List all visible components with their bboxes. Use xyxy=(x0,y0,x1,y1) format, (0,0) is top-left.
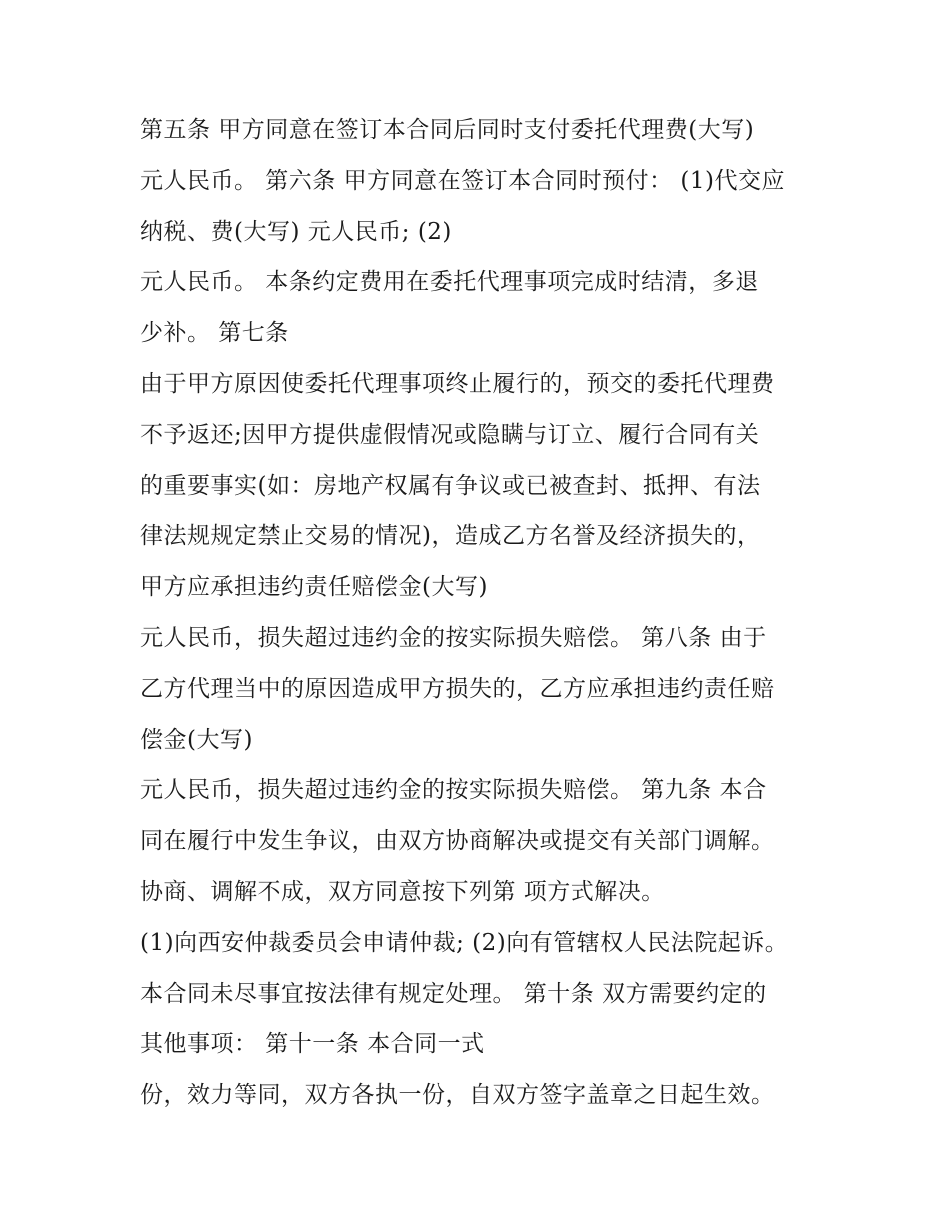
text-line: 其他事项： 第十一条 本合同一式 xyxy=(140,1031,485,1058)
text-line: 元人民币，损失超过违约金的按实际损失赔偿。 第八条 由于 xyxy=(140,624,767,651)
text-line: 元人民币，损失超过违约金的按实际损失赔偿。 第九条 本合 xyxy=(140,777,767,804)
text-line: 纳税、费(大写) 元人民币; (2) xyxy=(140,218,452,245)
text-line: 第五条 甲方同意在签订本合同后同时支付委托代理费(大写) xyxy=(140,117,755,143)
text-line: 元人民币。 第六条 甲方同意在签订本合同时预付： (1)代交应 xyxy=(140,167,786,194)
text-line: 少补。 第七条 xyxy=(140,320,289,347)
text-line: 甲方应承担违约责任赔偿金(大写) xyxy=(140,574,488,601)
text-line: 元人民币。 本条约定费用在委托代理事项完成时结清，多退 xyxy=(140,269,759,296)
text-line: 同在履行中发生争议，由双方协商解决或提交有关部门调解。 xyxy=(140,828,775,855)
text-line: (1)向西安仲裁委员会申请仲裁; (2)向有管辖权人民法院起诉。 xyxy=(140,929,789,956)
text-line: 协商、调解不成，双方同意按下列第 项方式解决。 xyxy=(140,878,665,905)
text-line: 不予返还;因甲方提供虚假情况或隐瞒与订立、履行合同有关 xyxy=(140,421,760,448)
text-line: 律法规规定禁止交易的情况)，造成乙方名誉及经济损失的， xyxy=(140,523,761,550)
text-line: 偿金(大写) xyxy=(140,726,253,753)
text-line: 乙方代理当中的原因造成甲方损失的，乙方应承担违约责任赔 xyxy=(140,675,775,702)
text-line: 本合同未尽事宜按法律有规定处理。 第十条 双方需要约定的 xyxy=(140,980,767,1007)
contract-text-body xyxy=(140,108,820,1124)
text-line: 的重要事实(如：房地产权属有争议或已被查封、抵押、有法 xyxy=(140,472,761,499)
text-line: 由于甲方原因使委托代理事项终止履行的，预交的委托代理费 xyxy=(140,370,775,397)
text-line: 份，效力等同，双方各执一份，自双方签字盖章之日起生效。 xyxy=(140,1082,775,1109)
